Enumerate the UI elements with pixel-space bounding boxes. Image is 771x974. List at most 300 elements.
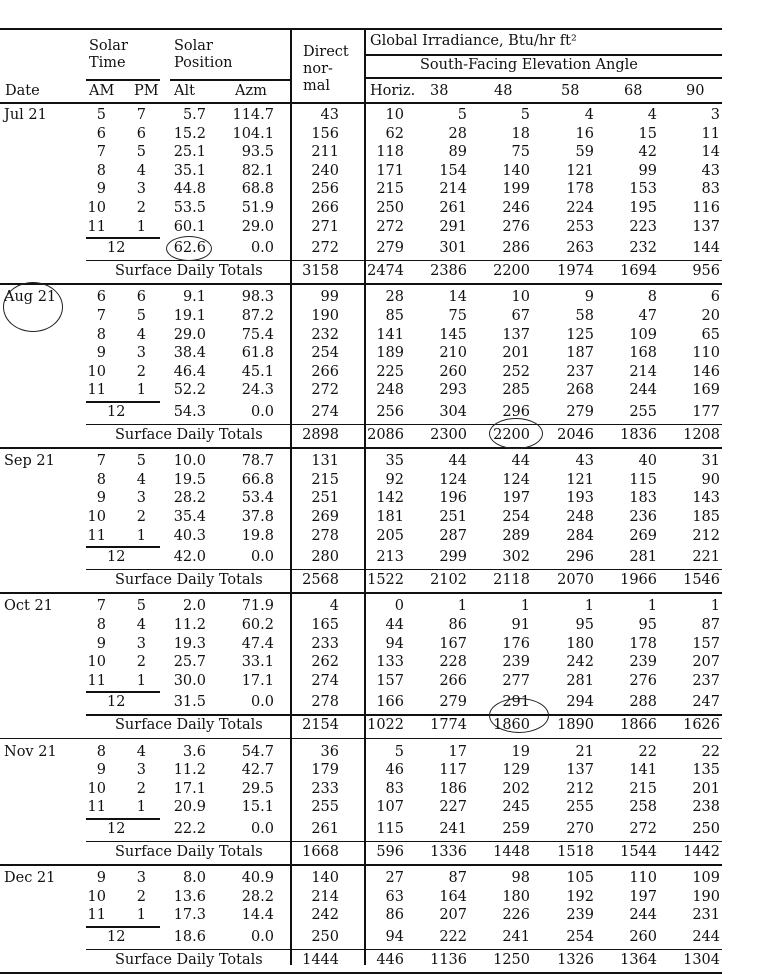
cell-a48: 129: [502, 762, 530, 779]
cell-azm: 19.8: [241, 527, 274, 544]
cell-a68: 99: [638, 162, 657, 179]
cell-alt: 40.3: [173, 527, 206, 544]
cell-noon: 12: [107, 929, 126, 945]
cell-a68: 260: [629, 929, 657, 945]
cell-horiz: 279: [376, 240, 404, 257]
cell-a38: 28: [448, 125, 467, 142]
total-a48: 2200: [493, 426, 530, 443]
cell-a48: 44: [511, 453, 530, 470]
cell-a90: 201: [692, 780, 720, 797]
cell-alt: 11.2: [173, 762, 206, 779]
cell-alt: 19.3: [173, 635, 206, 652]
header-horiz: Horiz.: [370, 83, 416, 99]
cell-pm: 3: [136, 762, 146, 779]
cell-a38: 186: [439, 780, 467, 797]
cell-azm: 114.7: [232, 107, 274, 123]
cell-a48: 1: [520, 598, 530, 615]
cell-dir: 261: [311, 821, 339, 837]
cell-azm: 15.1: [241, 799, 274, 816]
cell-horiz: 28: [385, 289, 404, 306]
cell-a68: 141: [629, 762, 657, 779]
cell-a90: 143: [692, 490, 720, 507]
cell-am: 10: [87, 363, 106, 380]
total-a38: 2386: [430, 262, 467, 279]
cell-a38: 279: [439, 694, 467, 711]
cell-am: 9: [96, 635, 106, 652]
cell-a38: 5: [457, 107, 467, 123]
cell-alt: 25.1: [173, 144, 206, 161]
cell-a38: 124: [439, 471, 467, 488]
cell-a48: 19: [511, 743, 530, 760]
cell-horiz: 94: [385, 929, 404, 945]
cell-pm: 3: [136, 635, 146, 652]
cell-pm: 7: [136, 107, 146, 123]
cell-a90: 221: [692, 549, 720, 566]
cell-am: 10: [87, 888, 106, 905]
cell-dir: 250: [311, 929, 339, 945]
cell-a68: 276: [629, 672, 657, 689]
cell-a58: 268: [566, 382, 594, 399]
cell-a58: 58: [575, 308, 594, 324]
cell-a90: 31: [701, 453, 720, 470]
cell-a58: 95: [575, 617, 594, 633]
cell-horiz: 46: [385, 762, 404, 779]
cell-alt: 19.5: [173, 471, 206, 488]
cell-a90: 43: [701, 162, 720, 179]
cell-horiz: 0: [394, 598, 404, 615]
cell-a90: 137: [692, 218, 720, 235]
cell-horiz: 205: [376, 527, 404, 544]
cell-am: 8: [96, 743, 106, 760]
cell-azm: 71.9: [241, 598, 274, 615]
cell-a58: 59: [575, 144, 594, 161]
cell-a48: 241: [502, 929, 530, 945]
cell-pm: 2: [136, 509, 146, 525]
cell-am: 7: [96, 453, 106, 470]
circle-annotation: [489, 418, 543, 449]
cell-a58: 180: [566, 635, 594, 652]
total-a38: 2300: [430, 426, 467, 443]
cell-horiz: 85: [385, 308, 404, 324]
cell-horiz: 157: [376, 672, 404, 689]
cell-am: 6: [96, 125, 106, 142]
cell-horiz: 250: [376, 200, 404, 216]
cell-a58: 296: [566, 549, 594, 566]
total-a58: 2070: [557, 571, 594, 588]
total-a68: 1694: [620, 262, 657, 279]
cell-am: 7: [96, 144, 106, 161]
cell-alt: 53.5: [173, 200, 206, 216]
cell-a48: 176: [502, 635, 530, 652]
cell-a48: 291: [502, 694, 530, 711]
totals-label: Surface Daily Totals: [115, 262, 263, 279]
cell-a48: 296: [502, 404, 530, 420]
cell-a58: 253: [566, 218, 594, 235]
cell-a90: 65: [701, 326, 720, 343]
cell-a90: 177: [692, 404, 720, 420]
cell-dir: 269: [311, 509, 339, 525]
header-date: Date: [5, 83, 40, 99]
cell-pm: 2: [136, 654, 146, 671]
cell-a48: 140: [502, 162, 530, 179]
cell-dir: 36: [320, 743, 339, 760]
total-a90: 1626: [683, 717, 720, 733]
cell-a90: 110: [692, 345, 720, 362]
cell-alt: 30.0: [173, 672, 206, 689]
cell-a58: 137: [566, 762, 594, 779]
cell-a48: 67: [511, 308, 530, 324]
cell-a38: 214: [439, 181, 467, 198]
cell-am: 10: [87, 780, 106, 797]
cell-azm: 14.4: [241, 907, 274, 924]
cell-a58: 255: [566, 799, 594, 816]
cell-dir: 190: [311, 308, 339, 324]
totals-label: Surface Daily Totals: [115, 843, 263, 860]
cell-azm: 0.0: [250, 404, 274, 420]
cell-dir: 43: [320, 107, 339, 123]
total-a90: 1546: [683, 571, 720, 588]
cell-a58: 192: [566, 888, 594, 905]
cell-a48: 199: [502, 181, 530, 198]
cell-alt: 2.0: [182, 598, 206, 615]
cell-a58: 239: [566, 907, 594, 924]
cell-azm: 68.8: [241, 181, 274, 198]
header-rule-south: [366, 77, 722, 79]
cell-a38: 89: [448, 144, 467, 161]
block-date: Sep 21: [4, 453, 55, 470]
cell-a90: 135: [692, 762, 720, 779]
cell-a58: 1: [584, 598, 594, 615]
cell-noon: 12: [107, 404, 126, 420]
cell-alt: 28.2: [173, 490, 206, 507]
block-bottom-rule: [0, 447, 722, 449]
cell-a90: 185: [692, 509, 720, 525]
cell-horiz: 35: [385, 453, 404, 470]
cell-a38: 222: [439, 929, 467, 945]
cell-a38: 251: [439, 509, 467, 525]
cell-horiz: 27: [385, 870, 404, 887]
cell-a68: 115: [629, 471, 657, 488]
block-date: Oct 21: [4, 598, 53, 615]
total-dir: 2898: [302, 426, 339, 443]
total-a90: 1208: [683, 426, 720, 443]
cell-dir: 254: [311, 345, 339, 362]
cell-alt: 35.4: [173, 509, 206, 525]
cell-dir: 140: [311, 870, 339, 887]
cell-a48: 285: [502, 382, 530, 399]
circle-annotation: [166, 236, 212, 261]
cell-a38: 164: [439, 888, 467, 905]
cell-a58: 121: [566, 471, 594, 488]
block-date: Jul 21: [4, 107, 47, 123]
cell-noon: 12: [107, 240, 126, 257]
total-a38: 1774: [430, 717, 467, 733]
total-a58: 1890: [557, 717, 594, 733]
cell-a68: 95: [638, 617, 657, 633]
cell-a48: 289: [502, 527, 530, 544]
cell-azm: 28.2: [241, 888, 274, 905]
cell-horiz: 256: [376, 404, 404, 420]
cell-a38: 227: [439, 799, 467, 816]
cell-a58: 178: [566, 181, 594, 198]
cell-a48: 75: [511, 144, 530, 161]
cell-horiz: 215: [376, 181, 404, 198]
cell-a90: 247: [692, 694, 720, 711]
cell-dir: 233: [311, 780, 339, 797]
total-horiz: 596: [376, 843, 404, 860]
cell-dir: 274: [311, 404, 339, 420]
total-a68: 1364: [620, 951, 657, 968]
cell-azm: 51.9: [241, 200, 274, 216]
total-a48: 2200: [493, 262, 530, 279]
cell-noon: 12: [107, 821, 126, 837]
header-direct-normal: Direct nor- mal: [303, 44, 349, 94]
cell-am: 10: [87, 200, 106, 216]
cell-a68: 236: [629, 509, 657, 525]
cell-am: 8: [96, 326, 106, 343]
cell-alt: 15.2: [173, 125, 206, 142]
header-azm: Azm: [235, 83, 267, 99]
total-horiz: 2086: [367, 426, 404, 443]
cell-a90: 3: [710, 107, 720, 123]
cell-am: 10: [87, 654, 106, 671]
total-a68: 1966: [620, 571, 657, 588]
block-bottom-rule: [0, 283, 722, 285]
cell-pm: 2: [136, 780, 146, 797]
cell-a48: 18: [511, 125, 530, 142]
circle-annotation: [489, 698, 549, 733]
cell-am: 9: [96, 181, 106, 198]
cell-dir: 262: [311, 654, 339, 671]
cell-a58: 16: [575, 125, 594, 142]
total-horiz: 1522: [367, 571, 404, 588]
cell-dir: 99: [320, 289, 339, 306]
cell-alt: 35.1: [173, 162, 206, 179]
cell-a58: 281: [566, 672, 594, 689]
cell-a48: 91: [511, 617, 530, 633]
cell-a38: 86: [448, 617, 467, 633]
cell-am: 9: [96, 490, 106, 507]
cell-alt: 13.6: [173, 888, 206, 905]
cell-a58: 21: [575, 743, 594, 760]
cell-a68: 183: [629, 490, 657, 507]
cell-horiz: 44: [385, 617, 404, 633]
header-solar-position: Solar Position: [174, 38, 233, 71]
cell-alt: 3.6: [182, 743, 206, 760]
cell-dir: 272: [311, 240, 339, 257]
total-horiz: 2474: [367, 262, 404, 279]
cell-alt: 60.1: [173, 218, 206, 235]
header-pm: PM: [134, 83, 159, 99]
cell-pm: 2: [136, 888, 146, 905]
cell-horiz: 83: [385, 780, 404, 797]
cell-alt: 54.3: [173, 404, 206, 420]
cell-a38: 291: [439, 218, 467, 235]
cell-alt: 42.0: [173, 549, 206, 566]
cell-alt: 52.2: [173, 382, 206, 399]
cell-azm: 47.4: [241, 635, 274, 652]
total-a38: 1336: [430, 843, 467, 860]
cell-a38: 261: [439, 200, 467, 216]
cell-dir: 131: [311, 453, 339, 470]
cell-a68: 215: [629, 780, 657, 797]
cell-a48: 252: [502, 363, 530, 380]
cell-pm: 4: [136, 471, 146, 488]
cell-pm: 6: [136, 289, 146, 306]
cell-a58: 284: [566, 527, 594, 544]
cell-a48: 98: [511, 870, 530, 887]
total-a68: 1544: [620, 843, 657, 860]
cell-dir: 232: [311, 326, 339, 343]
total-a58: 2046: [557, 426, 594, 443]
cell-a38: 293: [439, 382, 467, 399]
cell-a68: 197: [629, 888, 657, 905]
cell-a38: 87: [448, 870, 467, 887]
header-solar-time: Solar Time: [89, 38, 128, 71]
cell-horiz: 166: [376, 694, 404, 711]
totals-label: Surface Daily Totals: [115, 951, 263, 968]
cell-noon: 12: [107, 549, 126, 566]
cell-a38: 301: [439, 240, 467, 257]
cell-horiz: 94: [385, 635, 404, 652]
cell-am: 5: [96, 107, 106, 123]
block-bottom-rule: [0, 738, 722, 740]
header-alt: Alt: [174, 83, 195, 99]
cell-a48: 286: [502, 240, 530, 257]
cell-a68: 232: [629, 240, 657, 257]
cell-a90: 6: [710, 289, 720, 306]
cell-am: 8: [96, 617, 106, 633]
cell-a68: 195: [629, 200, 657, 216]
cell-alt: 29.0: [173, 326, 206, 343]
cell-a58: 237: [566, 363, 594, 380]
cell-dir: 4: [329, 598, 339, 615]
cell-horiz: 10: [385, 107, 404, 123]
cell-a38: 266: [439, 672, 467, 689]
cell-a48: 246: [502, 200, 530, 216]
cell-a38: 44: [448, 453, 467, 470]
cell-a38: 117: [439, 762, 467, 779]
cell-dir: 255: [311, 799, 339, 816]
total-a58: 1974: [557, 262, 594, 279]
cell-pm: 3: [136, 181, 146, 198]
cell-a68: 239: [629, 654, 657, 671]
cell-a68: 288: [629, 694, 657, 711]
cell-a68: 244: [629, 907, 657, 924]
cell-pm: 3: [136, 870, 146, 887]
cell-pm: 5: [136, 598, 146, 615]
cell-azm: 93.5: [241, 144, 274, 161]
cell-pm: 5: [136, 453, 146, 470]
total-a48: 1860: [493, 717, 530, 733]
cell-azm: 104.1: [232, 125, 274, 142]
cell-azm: 54.7: [241, 743, 274, 760]
cell-alt: 22.2: [173, 821, 206, 837]
cell-horiz: 225: [376, 363, 404, 380]
cell-a48: 5: [520, 107, 530, 123]
cell-alt: 38.4: [173, 345, 206, 362]
cell-a38: 145: [439, 326, 467, 343]
total-dir: 1444: [302, 951, 339, 968]
total-a90: 956: [692, 262, 720, 279]
cell-a48: 197: [502, 490, 530, 507]
cell-azm: 61.8: [241, 345, 274, 362]
cell-alt: 11.2: [173, 617, 206, 633]
cell-a68: 47: [638, 308, 657, 324]
cell-horiz: 272: [376, 218, 404, 235]
totals-label: Surface Daily Totals: [115, 717, 263, 733]
cell-alt: 62.6: [173, 240, 206, 257]
cell-a68: 109: [629, 326, 657, 343]
cell-dir: 240: [311, 162, 339, 179]
cell-alt: 8.0: [182, 870, 206, 887]
cell-dir: 272: [311, 382, 339, 399]
cell-a90: 14: [701, 144, 720, 161]
total-horiz: 1022: [367, 717, 404, 733]
cell-alt: 31.5: [173, 694, 206, 711]
cell-a68: 40: [638, 453, 657, 470]
header-rule-global: [366, 54, 722, 56]
header-global-irradiance: Global Irradiance, Btu/hr ft²: [370, 33, 577, 49]
cell-am: 11: [87, 218, 106, 235]
cell-a58: 105: [566, 870, 594, 887]
total-a58: 1326: [557, 951, 594, 968]
cell-alt: 10.0: [173, 453, 206, 470]
header-angle-58: 58: [561, 83, 580, 99]
cell-a58: 125: [566, 326, 594, 343]
cell-dir: 215: [311, 471, 339, 488]
cell-pm: 5: [136, 144, 146, 161]
cell-am: 7: [96, 308, 106, 324]
cell-horiz: 5: [394, 743, 404, 760]
block-bottom-rule: [0, 592, 722, 594]
cell-pm: 3: [136, 490, 146, 507]
cell-horiz: 189: [376, 345, 404, 362]
cell-a90: 169: [692, 382, 720, 399]
cell-azm: 17.1: [241, 672, 274, 689]
cell-a90: 22: [701, 743, 720, 760]
block-date: Aug 21: [4, 289, 57, 306]
cell-a90: 87: [701, 617, 720, 633]
cell-azm: 53.4: [241, 490, 274, 507]
cell-azm: 0.0: [250, 240, 274, 257]
cell-a58: 248: [566, 509, 594, 525]
cell-azm: 24.3: [241, 382, 274, 399]
cell-a68: 244: [629, 382, 657, 399]
cell-a68: 272: [629, 821, 657, 837]
cell-dir: 211: [311, 144, 339, 161]
cell-a48: 259: [502, 821, 530, 837]
cell-am: 11: [87, 672, 106, 689]
cell-a68: 1: [647, 598, 657, 615]
cell-a58: 121: [566, 162, 594, 179]
cell-a48: 202: [502, 780, 530, 797]
cell-pm: 3: [136, 345, 146, 362]
cell-am: 6: [96, 289, 106, 306]
cell-a58: 193: [566, 490, 594, 507]
cell-horiz: 107: [376, 799, 404, 816]
total-a90: 1304: [683, 951, 720, 968]
cell-a38: 14: [448, 289, 467, 306]
cell-a38: 228: [439, 654, 467, 671]
total-a58: 1518: [557, 843, 594, 860]
cell-a38: 210: [439, 345, 467, 362]
cell-dir: 214: [311, 888, 339, 905]
cell-a38: 17: [448, 743, 467, 760]
cell-a48: 276: [502, 218, 530, 235]
block-bottom-rule: [0, 972, 722, 974]
cell-a48: 226: [502, 907, 530, 924]
